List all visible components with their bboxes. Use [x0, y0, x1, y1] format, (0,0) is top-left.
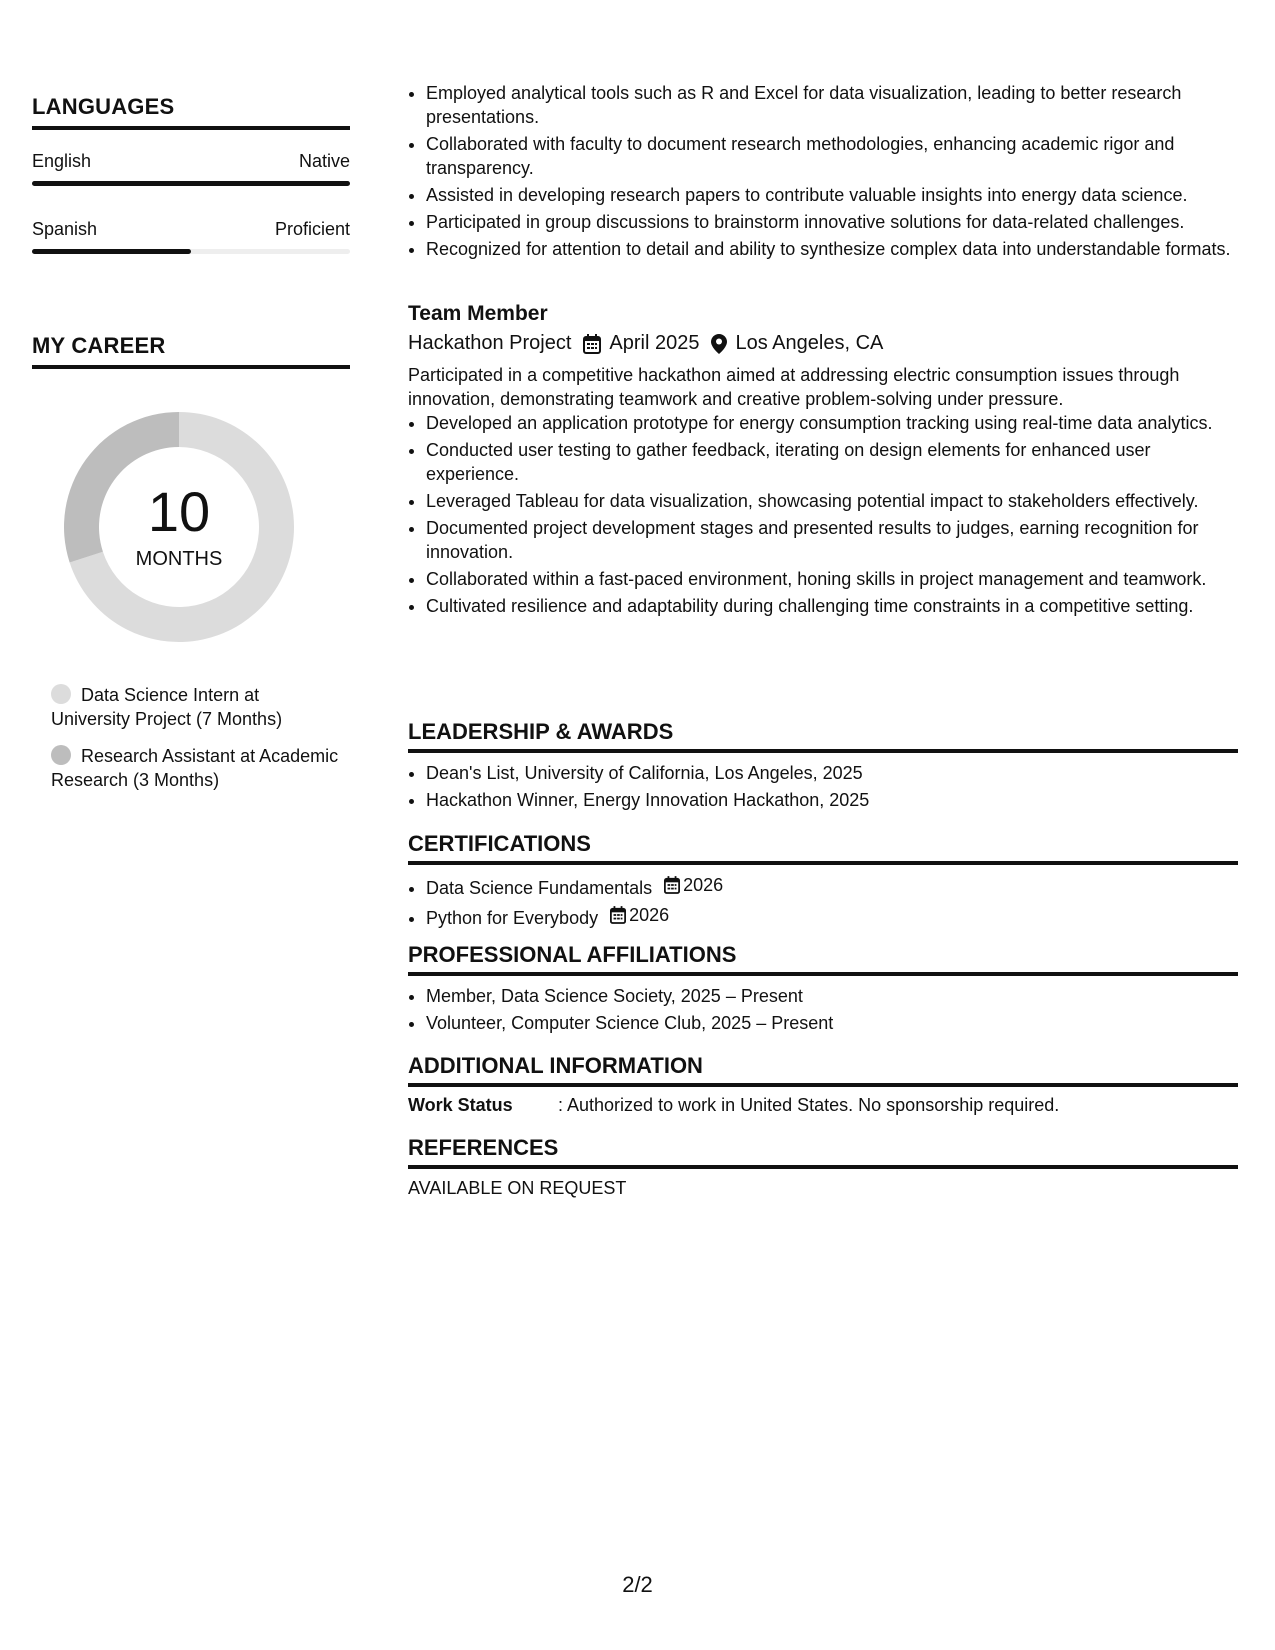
language-proficiency-bar — [32, 249, 350, 254]
languages-heading: LANGUAGES — [32, 94, 350, 130]
job-title: Team Member — [408, 302, 548, 325]
career-donut-chart — [64, 412, 294, 642]
certifications-section — [408, 873, 1238, 933]
list-item — [426, 873, 1238, 900]
list-item: • Documented project development stages and presented results to judges, earning recognition for innovation. — [426, 516, 1238, 564]
cert-name: Python for Everybody — [426, 908, 599, 928]
bullet-list — [408, 873, 1238, 930]
experience-entry — [408, 302, 1238, 621]
language-proficiency-fill — [32, 181, 350, 186]
job-location: Los Angeles, CA — [735, 332, 884, 354]
career-heading: MY CAREER — [32, 333, 350, 369]
job-company: Hackathon Project — [408, 332, 572, 354]
legend-label: Research Assistant at Academic Research (3 Months) — [51, 746, 339, 790]
list-item: • Member, Data Science Society, 2025 – Present — [426, 984, 1238, 1008]
career-legend-item — [51, 683, 341, 731]
page-number: 2/2 — [622, 1572, 653, 1597]
leadership-heading: LEADERSHIP & AWARDS — [408, 719, 1238, 753]
career-legend-item — [51, 744, 341, 792]
bullet-list — [408, 411, 1238, 618]
location-pin-icon — [711, 334, 727, 354]
calendar-icon — [664, 876, 680, 894]
career-total-unit: MONTHS — [135, 548, 223, 570]
bullet-list — [408, 81, 1238, 261]
list-item: • Dean's List, University of California, Los Angeles, 2025 — [426, 761, 1238, 785]
language-proficiency-bar — [32, 181, 350, 186]
list-item: • Employed analytical tools such as R and Excel for data visualization, leading to better research presentations. — [426, 81, 1238, 129]
affiliations-section — [408, 984, 1238, 1038]
list-item: • Developed an application prototype for energy consumption tracking using real-time data analytics. — [426, 411, 1238, 435]
calendar-icon — [610, 906, 626, 924]
cert-year: 2026 — [683, 875, 724, 895]
list-item: • Assisted in developing research papers to contribute valuable insights into energy data science. — [426, 183, 1238, 207]
references-heading: REFERENCES — [408, 1135, 1238, 1169]
list-item: • Collaborated within a fast-paced environment, honing skills in project management and teamwork. — [426, 567, 1238, 591]
list-item: • Participated in group discussions to brainstorm innovative solutions for data-related challenges. — [426, 210, 1238, 234]
bullet-list — [408, 761, 1238, 812]
work-status-label: Work Status — [408, 1095, 513, 1115]
list-item — [426, 903, 1238, 930]
leadership-section — [408, 761, 1238, 815]
cert-name: Data Science Fundamentals — [426, 878, 653, 898]
language-row-spanish — [32, 219, 350, 254]
cert-year: 2026 — [629, 905, 670, 925]
additional-info-heading: ADDITIONAL INFORMATION — [408, 1053, 1238, 1087]
cert-date — [664, 873, 723, 897]
list-item: • Recognized for attention to detail and ability to synthesize complex data into understandable formats. — [426, 237, 1238, 261]
references-text: AVAILABLE ON REQUEST — [408, 1178, 627, 1198]
list-item: • Collaborated with faculty to document research methodologies, enhancing academic rigor and transparency. — [426, 132, 1238, 180]
job-summary: Participated in a competitive hackathon aimed at addressing electric consumption issues through innovation, demonstrating teamwork and creative problem-solving under pressure. — [408, 365, 1180, 409]
bullet-list — [408, 984, 1238, 1035]
legend-dot-icon — [51, 745, 71, 765]
list-item: • Hackathon Winner, Energy Innovation Hackathon, 2025 — [426, 788, 1238, 812]
language-proficiency-fill — [32, 249, 191, 254]
calendar-icon — [583, 334, 601, 354]
list-item: • Volunteer, Computer Science Club, 2025 – Present — [426, 1011, 1238, 1035]
list-item: • Cultivated resilience and adaptability during challenging time constraints in a competitive setting. — [426, 594, 1238, 618]
job-meta — [408, 332, 1238, 355]
career-total-months: 10 — [147, 480, 211, 543]
language-level: Proficient — [274, 219, 350, 239]
language-row-english — [32, 151, 350, 186]
affiliations-heading: PROFESSIONAL AFFILIATIONS — [408, 942, 1238, 976]
work-status-row — [408, 1095, 1059, 1116]
language-name: English — [32, 151, 92, 171]
certifications-heading: CERTIFICATIONS — [408, 831, 1238, 865]
cert-date — [610, 903, 669, 927]
list-item: • Leveraged Tableau for data visualization, showcasing potential impact to stakeholders effectively. — [426, 489, 1238, 513]
previous-job-bullets — [408, 81, 1238, 264]
list-item: • Conducted user testing to gather feedback, iterating on design elements for enhanced user experience. — [426, 438, 1238, 486]
work-status-value: : Authorized to work in United States. No sponsorship required. — [558, 1095, 1060, 1115]
language-level: Native — [298, 151, 350, 171]
job-date: April 2025 — [609, 332, 700, 354]
legend-dot-icon — [51, 684, 71, 704]
legend-label: Data Science Intern at University Project (7 Months) — [51, 685, 283, 729]
language-name: Spanish — [32, 219, 98, 239]
